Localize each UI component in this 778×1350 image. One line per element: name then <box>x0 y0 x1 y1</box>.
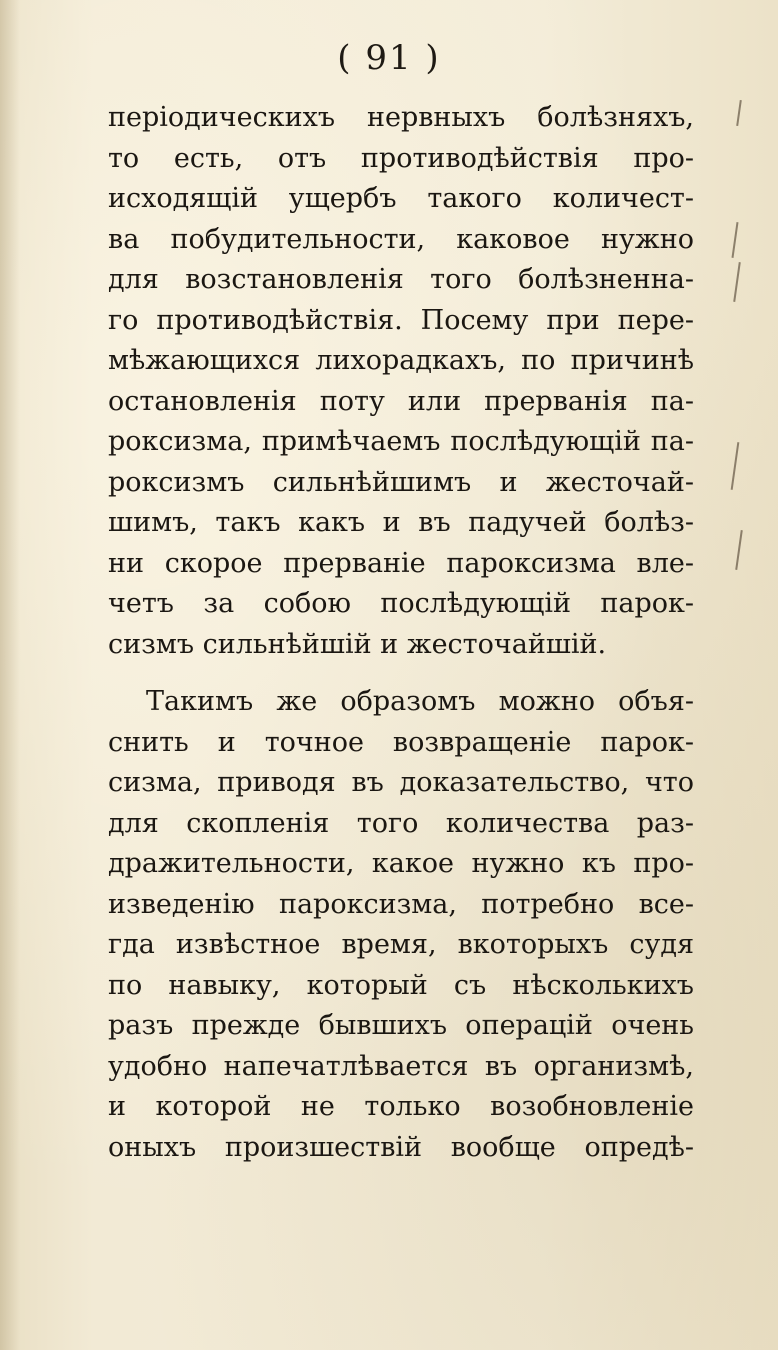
text-line: гда извѣстное время, вкоторыхъ судя <box>108 929 694 960</box>
text-line: снить и точное возвращеніе парок- <box>108 726 694 758</box>
text-line: сизмъ сильнѣйшій и жесточайшій. <box>108 628 607 660</box>
margin-pencil-mark <box>731 442 740 490</box>
text-line: то есть, отъ противодѣйствія про- <box>108 142 694 174</box>
text-line: по навыку, который съ нѣсколькихъ <box>108 969 694 1001</box>
text-line: удобно напечатлѣвается въ организмѣ, <box>108 1050 694 1082</box>
text-line: и которой не только возобновленіе <box>108 1091 694 1122</box>
paragraph-1 <box>108 98 694 665</box>
text-line: роксизма, примѣчаемъ послѣдующій па- <box>108 426 694 457</box>
text-line: для возстановленія того болѣзненна- <box>108 264 694 295</box>
text-line: сизма, приводя въ доказательство, что <box>108 767 694 798</box>
text-line: разъ прежде бывшихъ операцій очень <box>108 1010 694 1041</box>
text-line: шимъ, такъ какъ и въ падучей болѣз- <box>108 507 694 538</box>
page-number: ( 91 ) <box>337 38 441 78</box>
text-line: мѣжающихся лихорадкахъ, по причинѣ <box>108 345 694 376</box>
text-line: изведенію пароксизма, потребно все- <box>108 888 694 920</box>
text-line: ни скорое прерваніе пароксизма вле- <box>108 547 694 579</box>
margin-pencil-mark <box>735 530 743 570</box>
page-gutter-shadow <box>0 0 20 1350</box>
margin-pencil-mark <box>733 262 741 302</box>
text-line: для скопленія того количества раз- <box>108 807 694 839</box>
text-line: періодическихъ нервныхъ болѣзняхъ, <box>108 102 694 133</box>
text-line: роксизмъ сильнѣйшимъ и жесточай- <box>108 466 694 498</box>
paragraph-2 <box>108 682 694 1168</box>
margin-pencil-mark <box>732 222 739 258</box>
text-line: исходящій ущербъ такого количест- <box>108 183 694 214</box>
text-line: ва побудительности, каковое нужно <box>108 223 694 255</box>
margin-pencil-mark <box>736 100 742 126</box>
text-line: Такимъ же образомъ можно объя- <box>146 686 694 717</box>
text-line: остановленія поту или прерванія па- <box>108 385 694 417</box>
text-line: дражительности, какое нужно къ про- <box>108 848 694 879</box>
text-line: четъ за собою послѣдующій парок- <box>108 588 694 619</box>
text-line: оныхъ произшествій вообще опредѣ- <box>108 1131 694 1163</box>
text-line: го противодѣйствія. Посему при пере- <box>108 304 694 336</box>
